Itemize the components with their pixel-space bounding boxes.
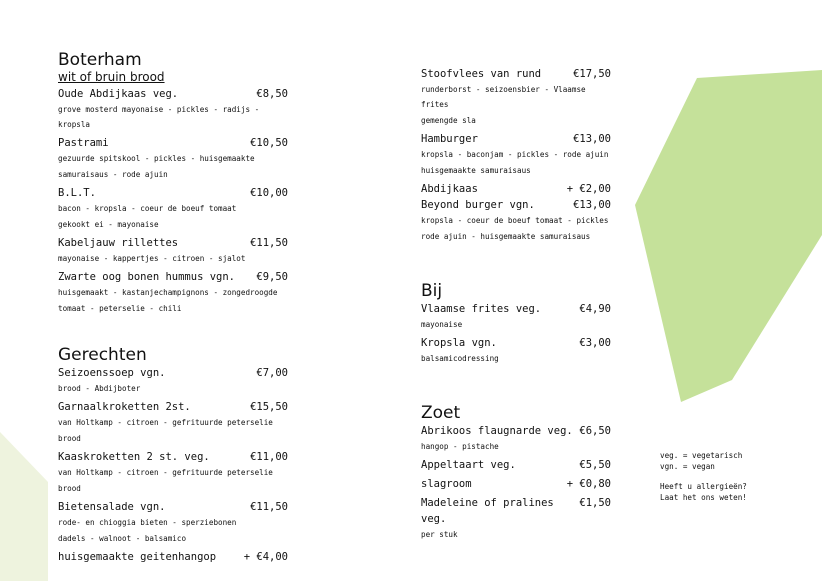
item-description: mayonaise - kappertjes - citroen - sjalot — [58, 254, 246, 263]
menu-item-vlaamse-frites — [421, 301, 611, 317]
menu-item-hamburger — [421, 131, 611, 147]
item-description: grove mosterd mayonaise - pickles - radijs - kropsla — [58, 105, 260, 129]
item-name: Seizoenssoep vgn. — [58, 367, 166, 379]
left-column — [58, 50, 288, 565]
item-name: Pastrami — [58, 137, 109, 149]
item-price: €11,50 — [250, 237, 288, 249]
section-title-gerechten: Gerechten — [58, 345, 147, 365]
section-title-bij: Bij — [421, 281, 443, 301]
item-description: bacon - kropsla - coeur de boeuf tomaat — [58, 204, 237, 213]
item-name: Kropsla vgn. — [421, 337, 497, 349]
item-description: huisgemaakte samuraisaus — [421, 166, 531, 175]
menu-item-pastrami — [58, 135, 288, 151]
item-name: Vlaamse frites veg. — [421, 303, 542, 315]
menu-item-kabeljauw-rillettes — [58, 235, 288, 251]
green-polygon-decoration — [635, 70, 822, 402]
item-price: + €0,80 — [566, 478, 611, 490]
item-price: €15,50 — [250, 401, 288, 413]
menu-item-abrikoos-flaugnarde — [421, 423, 611, 439]
item-name: B.L.T. — [58, 187, 96, 199]
menu-item-slagroom-extra — [421, 476, 611, 492]
menu-item-oude-abdijkaas — [58, 86, 288, 102]
menu-item-zwarte-oog-bonen-hummus — [58, 269, 288, 285]
legend-vgn: vgn. = vegan — [660, 462, 715, 471]
pale-green-corner-decoration — [0, 432, 48, 581]
item-name: Beyond burger vgn. — [421, 199, 535, 211]
allergy-instruction: Laat het ons weten! — [660, 493, 747, 502]
item-description: mayonaise — [421, 320, 463, 329]
item-price: €6,50 — [579, 425, 611, 437]
item-description: brood — [58, 484, 81, 493]
menu-item-geitenhangop-extra — [58, 549, 288, 565]
item-name: Bietensalade vgn. — [58, 501, 166, 513]
item-name: Kabeljauw rillettes — [58, 237, 179, 249]
item-description: gekookt ei - mayonaise — [58, 220, 159, 229]
menu-item-appeltaart — [421, 457, 611, 473]
item-price: €4,90 — [579, 303, 611, 315]
menu-item-seizoenssoep — [58, 365, 288, 381]
item-price: €7,00 — [256, 367, 288, 379]
section-boterham — [58, 50, 288, 316]
item-name: Kaaskroketten 2 st. veg. — [58, 451, 210, 463]
item-name: Zwarte oog bonen hummus vgn. — [58, 271, 236, 283]
item-price: €10,50 — [250, 137, 288, 149]
item-name: Oude Abdijkaas veg. — [58, 88, 179, 100]
middle-column — [421, 66, 611, 545]
section-bij — [421, 281, 611, 366]
item-name: Garnaalkroketten 2st. — [58, 401, 191, 413]
item-price: + €2,00 — [566, 183, 611, 195]
item-description: huisgemaakt - kastanjechampignons - zongedroogde — [58, 288, 278, 297]
item-price: + €4,00 — [243, 551, 288, 563]
item-description: rode ajuin - huisgemaakte samuraisaus — [421, 232, 591, 241]
item-description: per stuk — [421, 530, 458, 539]
menu-item-abdijkaas-extra — [421, 181, 611, 197]
item-price: €5,50 — [579, 459, 611, 471]
menu-item-stoofvlees — [421, 66, 611, 82]
menu-item-bietensalade — [58, 499, 288, 515]
section-hoofdgerechten — [421, 66, 611, 244]
section-title-zoet: Zoet — [421, 403, 461, 423]
legend-notes — [660, 450, 810, 503]
item-price: €11,50 — [250, 501, 288, 513]
item-price: €11,00 — [250, 451, 288, 463]
item-description: balsamicodressing — [421, 354, 499, 363]
item-name: Abdijkaas — [421, 183, 478, 195]
item-description: rode- en chioggia bieten - sperziebonen — [58, 518, 237, 527]
item-description: brood — [58, 434, 81, 443]
menu-item-kropsla — [421, 335, 611, 351]
item-description: kropsla - baconjam - pickles - rode ajuin — [421, 150, 609, 159]
allergy-question: Heeft u allergieën? — [660, 482, 747, 491]
item-price: €13,00 — [573, 133, 611, 145]
item-description: kropsla - coeur de boeuf tomaat - pickles — [421, 216, 609, 225]
item-description: runderborst - seizoensbier - Vlaamse frites — [421, 85, 586, 109]
section-zoet — [421, 403, 611, 542]
menu-item-beyond-burger — [421, 197, 611, 213]
item-name: Stoofvlees van rund — [421, 68, 542, 80]
section-subtitle-boterham: wit of bruin brood — [58, 70, 165, 84]
menu-item-garnaalkroketten — [58, 399, 288, 415]
item-description: dadels - walnoot - balsamico — [58, 534, 187, 543]
item-name: slagroom — [421, 478, 472, 490]
section-gerechten — [58, 345, 288, 565]
item-price: €8,50 — [256, 88, 288, 100]
item-description: gemengde sla — [421, 116, 476, 125]
menu-item-madeleine — [421, 495, 611, 527]
item-description: samuraisaus - rode ajuin — [58, 170, 168, 179]
item-description: hangop - pistache — [421, 442, 499, 451]
item-price: €3,00 — [579, 337, 611, 349]
item-price: €1,50 — [579, 497, 611, 509]
item-name: Abrikoos flaugnarde veg. — [421, 425, 573, 437]
item-price: €10,00 — [250, 187, 288, 199]
item-description: van Holtkamp - citroen - gefrituurde peterselie — [58, 468, 273, 477]
item-name: Appeltaart veg. — [421, 459, 516, 471]
menu-item-kaaskroketten — [58, 449, 288, 465]
menu-item-blt — [58, 185, 288, 201]
legend-veg: veg. = vegetarisch — [660, 451, 743, 460]
item-description: tomaat - peterselie - chili — [58, 304, 182, 313]
item-description: van Holtkamp - citroen - gefrituurde peterselie — [58, 418, 273, 427]
item-description: gezuurde spitskool - pickles - huisgemaakte — [58, 154, 255, 163]
item-price: €9,50 — [256, 271, 288, 283]
item-description: brood - Abdijboter — [58, 384, 141, 393]
item-name: huisgemaakte geitenhangop — [58, 551, 217, 563]
item-name: Hamburger — [421, 133, 478, 145]
section-title-boterham: Boterham — [58, 50, 142, 70]
item-price: €17,50 — [573, 68, 611, 80]
item-price: €13,00 — [573, 199, 611, 211]
item-name: Madeleine of pralines veg. — [421, 497, 554, 525]
